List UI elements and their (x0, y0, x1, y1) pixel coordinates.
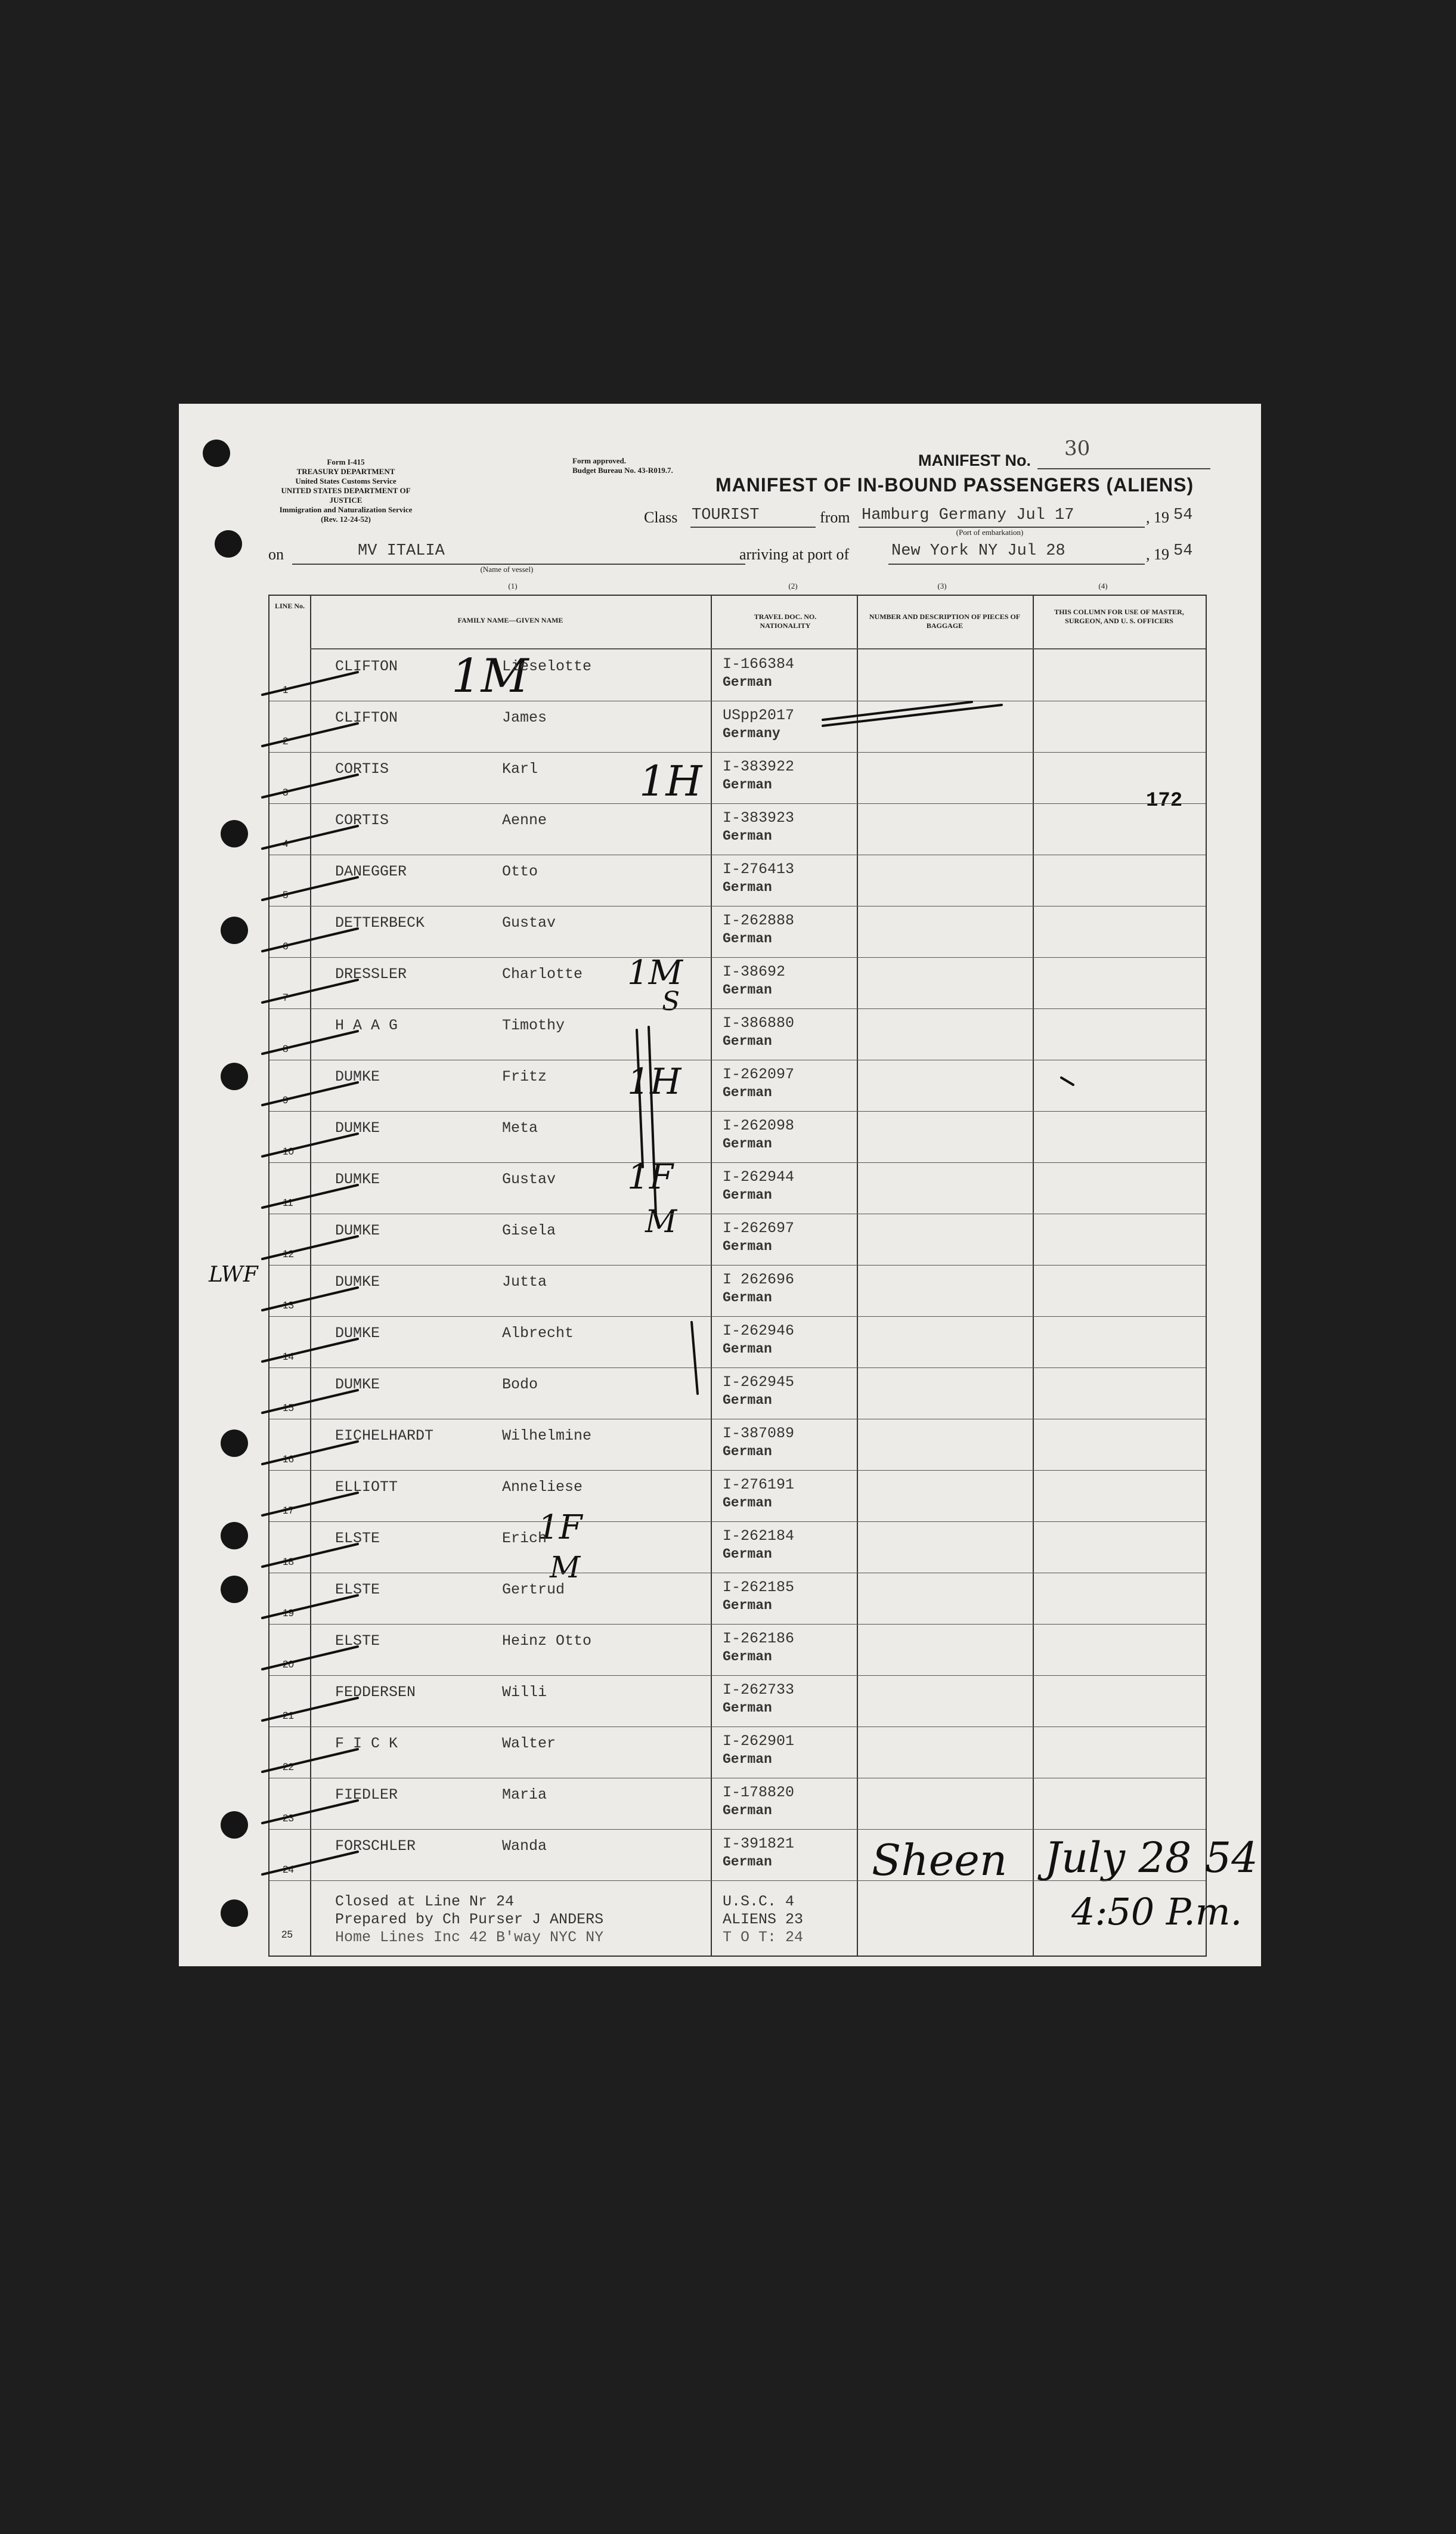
family-name: CORTIS (335, 812, 389, 829)
line-number: 1 (283, 684, 289, 695)
line-number-25: 25 (281, 1929, 293, 1940)
family-name: DUMKE (335, 1119, 380, 1137)
family-name: DUMKE (335, 1376, 380, 1393)
check-mark (262, 1749, 358, 1772)
check-mark (262, 1441, 358, 1464)
travel-doc-no: I-386880 (723, 1014, 795, 1032)
family-name: EICHELHARDT (335, 1427, 434, 1444)
nationality: German (723, 675, 772, 690)
class-label: Class (644, 509, 678, 526)
bracket-stroke (649, 1027, 656, 1215)
given-name: Fritz (502, 1068, 547, 1085)
travel-doc-no: I-262901 (723, 1732, 795, 1750)
given-name: Walter (502, 1735, 556, 1752)
line-number: 4 (283, 838, 289, 849)
check-mark (262, 1493, 358, 1515)
nationality: German (723, 1034, 772, 1049)
travel-doc-no: I-391821 (723, 1835, 795, 1852)
family-name: H A A G (335, 1017, 398, 1034)
nationality: German (723, 1444, 772, 1459)
check-mark (262, 877, 358, 900)
bracket-stroke (637, 1030, 643, 1167)
travel-doc-no: I 262696 (723, 1271, 795, 1288)
check-mark (262, 1544, 358, 1567)
justice-dept: UNITED STATES DEPARTMENT OF JUSTICE (281, 486, 411, 505)
travel-doc-no: I-276191 (723, 1476, 795, 1493)
check-stroke (1061, 1078, 1073, 1085)
nationality: German (723, 1187, 772, 1203)
nationality: German (723, 777, 772, 793)
given-name: Timothy (502, 1017, 565, 1034)
family-name: CLIFTON (335, 658, 398, 675)
check-mark (262, 1288, 358, 1310)
col-header-officers: THIS COLUMN FOR USE OF MASTER, SURGEON, AND U. S. OFFICERS (1054, 608, 1184, 625)
nationality: German (723, 1239, 772, 1254)
nationality: German (723, 1393, 772, 1408)
travel-doc-no: USpp2017 (723, 707, 795, 724)
family-name: ELLIOTT (335, 1478, 398, 1496)
col-header-baggage: NUMBER AND DESCRIPTION OF PIECES OF BAGGAGE (869, 612, 1021, 630)
nationality: German (723, 880, 772, 895)
hw-m-a: M (645, 1204, 677, 1240)
given-name: Heinz Otto (502, 1632, 592, 1650)
travel-doc-no: I-276413 (723, 861, 795, 878)
line-number: 12 (283, 1248, 294, 1260)
line-number: 7 (283, 992, 289, 1003)
check-mark (262, 1236, 358, 1259)
on-label: on (268, 546, 284, 563)
nationality: German (723, 1803, 772, 1818)
given-name: James (502, 709, 547, 726)
hw-1m-s: 1M (627, 954, 683, 992)
hw-1h-a: 1H (639, 757, 702, 806)
hw-1m: 1M (451, 649, 529, 703)
stamp-172: 172 (1146, 790, 1183, 812)
travel-doc-no: I-383922 (723, 758, 795, 775)
family-name: DETTERBECK (335, 914, 425, 932)
line-number: 21 (283, 1710, 294, 1721)
given-name: Gertrud (502, 1581, 565, 1598)
nationality: German (723, 982, 772, 998)
travel-doc-no: I-262944 (723, 1168, 795, 1186)
family-name: DRESSLER (335, 966, 407, 983)
given-name: Albrecht (502, 1325, 574, 1342)
travel-doc-no: I-262098 (723, 1117, 795, 1134)
check-mark (262, 1031, 358, 1054)
family-name: DANEGGER (335, 863, 407, 880)
home-lines: Home Lines Inc 42 B'way NYC NY (335, 1929, 604, 1946)
col-number-2: (2) (788, 581, 798, 590)
given-name: Karl (502, 760, 538, 778)
manifest-number-label: MANIFEST No. (918, 451, 1031, 469)
check-mark (262, 723, 358, 746)
given-name: Wanda (502, 1837, 547, 1855)
travel-doc-no: I-38692 (723, 963, 786, 980)
family-name: DUMKE (335, 1273, 380, 1291)
year-prefix-1: , 19 (1146, 509, 1169, 526)
col-number-3: (3) (937, 581, 947, 590)
family-name: DUMKE (335, 1171, 380, 1188)
given-name: Maria (502, 1786, 547, 1803)
travel-doc-no: I-262186 (723, 1630, 795, 1647)
col-header-line: LINE No. (274, 602, 305, 610)
travel-doc-no: I-262946 (723, 1322, 795, 1339)
year-2: 54 (1173, 542, 1193, 560)
col-header-doc: TRAVEL DOC. NO. NATIONALITY (754, 612, 817, 630)
nationality: German (723, 1136, 772, 1152)
line-number: 19 (283, 1607, 294, 1619)
line-number: 14 (283, 1351, 294, 1362)
hw-1h-b: 1H (627, 1061, 681, 1103)
given-name: Aenne (502, 812, 547, 829)
arrival-port: New York NY Jul 28 (891, 542, 1065, 560)
vessel-label: (Name of vessel) (480, 565, 534, 574)
check-mark (262, 1134, 358, 1156)
manifest-number-value: 30 (1064, 437, 1091, 460)
line-number: 18 (283, 1556, 294, 1567)
customs-service: United States Customs Service (295, 477, 396, 485)
check-mark (262, 1339, 358, 1362)
nationality: German (723, 1649, 772, 1664)
hw-m-b: M (550, 1550, 581, 1585)
family-name: FIEDLER (335, 1786, 398, 1803)
family-name: F I C K (335, 1735, 398, 1752)
purser-signature: Sheen (872, 1835, 1008, 1885)
line-number: 23 (283, 1812, 294, 1824)
line-number: 6 (283, 940, 289, 952)
travel-doc-no: I-166384 (723, 655, 795, 673)
handwritten-time: 4:50 P.m. (1071, 1890, 1243, 1933)
closed-at-line: Closed at Line Nr 24 (335, 1893, 515, 1910)
from-value: Hamburg Germany Jul 17 (862, 506, 1074, 524)
travel-doc-no: I-262184 (723, 1527, 795, 1545)
nationality: German (723, 1700, 772, 1716)
bracket-stroke (692, 1322, 698, 1394)
line-number: 8 (283, 1043, 289, 1054)
family-name: DUMKE (335, 1325, 380, 1342)
check-mark (262, 672, 358, 695)
line-number: 9 (283, 1094, 289, 1106)
form-number: Form I-415 (327, 457, 365, 466)
given-name: Gustav (502, 914, 556, 932)
budget-bureau: Budget Bureau No. 43-R019.7. (572, 466, 673, 475)
line-number: 24 (283, 1864, 294, 1875)
line-number: 15 (283, 1402, 294, 1413)
given-name: Willi (502, 1684, 547, 1701)
check-mark (262, 980, 358, 1003)
given-name: Meta (502, 1119, 538, 1137)
nationality: German (723, 1085, 772, 1100)
col-number-1: (1) (508, 581, 518, 590)
line-number: 16 (283, 1453, 294, 1465)
nationality: German (723, 1752, 772, 1767)
line-number: 17 (283, 1505, 294, 1516)
given-name: Erich (502, 1530, 547, 1547)
given-name: Otto (502, 863, 538, 880)
line-number: 20 (283, 1659, 294, 1670)
manifest-page (179, 404, 1261, 1966)
check-mark (262, 929, 358, 951)
travel-doc-no: I-383923 (723, 809, 795, 827)
check-mark (262, 775, 358, 797)
family-name: ELSTE (335, 1581, 380, 1598)
handwritten-date: July 28 54 (1045, 1833, 1258, 1882)
given-name: Charlotte (502, 966, 583, 983)
hw-1f-b: 1F (538, 1508, 583, 1547)
col-header-name: FAMILY NAME—GIVEN NAME (457, 616, 563, 624)
hw-s: S (662, 986, 680, 1017)
travel-doc-no: I-387089 (723, 1425, 795, 1442)
given-name: Wilhelmine (502, 1427, 592, 1444)
nationality: German (723, 828, 772, 844)
vessel-name: MV ITALIA (358, 542, 445, 560)
line-number: 10 (283, 1146, 294, 1157)
check-mark (262, 1800, 358, 1823)
family-name: FORSCHLER (335, 1837, 416, 1855)
year-1: 54 (1173, 506, 1193, 524)
given-name: Gisela (502, 1222, 556, 1239)
form-revision: (Rev. 12-24-52) (321, 515, 371, 524)
line-number: 11 (283, 1197, 293, 1208)
manifest-title: MANIFEST OF IN-BOUND PASSENGERS (ALIENS) (715, 474, 1194, 496)
nationality: German (723, 1854, 772, 1870)
col-number-4: (4) (1098, 581, 1108, 590)
port-embarkation-label: (Port of embarkation) (956, 528, 1024, 537)
treasury-dept: TREASURY DEPARTMENT (296, 467, 395, 476)
family-name: CLIFTON (335, 709, 398, 726)
line-number: 2 (283, 735, 289, 747)
from-label: from (820, 509, 850, 526)
aliens-count: ALIENS 23 (723, 1911, 804, 1928)
travel-doc-no: I-262697 (723, 1220, 795, 1237)
family-name: DUMKE (335, 1222, 380, 1239)
line-number: 22 (283, 1761, 294, 1772)
family-name: CORTIS (335, 760, 389, 778)
travel-doc-no: I-262945 (723, 1373, 795, 1391)
nationality: German (723, 1598, 772, 1613)
nationality: German (723, 931, 772, 946)
family-name: ELSTE (335, 1530, 380, 1547)
ins-service: Immigration and Naturalization Service (279, 505, 413, 514)
check-mark (262, 1390, 358, 1413)
travel-doc-no: I-262185 (723, 1579, 795, 1596)
line-number: 13 (283, 1300, 294, 1311)
arriving-label: arriving at port of (739, 546, 850, 563)
nationality: German (723, 1495, 772, 1511)
check-mark (262, 826, 358, 849)
margin-initials-lwf: LWF (209, 1263, 258, 1287)
approved-note: Form approved. (572, 456, 627, 465)
family-name: DUMKE (335, 1068, 380, 1085)
given-name: Jutta (502, 1273, 547, 1291)
given-name: Gustav (502, 1171, 556, 1188)
travel-doc-no: I-262733 (723, 1681, 795, 1698)
check-mark (262, 1647, 358, 1669)
year-prefix-2: , 19 (1146, 546, 1169, 563)
check-mark (262, 1852, 358, 1874)
line-number: 5 (283, 889, 289, 901)
check-mark (262, 1595, 358, 1618)
given-name: Lieselotte (502, 658, 592, 675)
travel-doc-no: I-262097 (723, 1066, 795, 1083)
usc-count: U.S.C. 4 (723, 1893, 795, 1910)
family-name: FEDDERSEN (335, 1684, 416, 1701)
nationality: Germany (723, 726, 780, 741)
prepared-by: Prepared by Ch Purser J ANDERS (335, 1911, 604, 1928)
check-mark (262, 1082, 358, 1105)
handwritten-strokes (179, 404, 1261, 1966)
check-mark (262, 1698, 358, 1721)
check-mark (262, 1185, 358, 1208)
travel-doc-no: I-178820 (723, 1784, 795, 1801)
family-name: ELSTE (335, 1632, 380, 1650)
nationality: German (723, 1546, 772, 1562)
hw-1f-a: 1F (627, 1156, 674, 1197)
total-count: T O T: 24 (723, 1929, 804, 1946)
class-value: TOURIST (692, 506, 760, 524)
given-name: Bodo (502, 1376, 538, 1393)
line-number: 3 (283, 787, 289, 798)
nationality: German (723, 1341, 772, 1357)
travel-doc-no: I-262888 (723, 912, 795, 929)
nationality: German (723, 1290, 772, 1305)
given-name: Anneliese (502, 1478, 583, 1496)
